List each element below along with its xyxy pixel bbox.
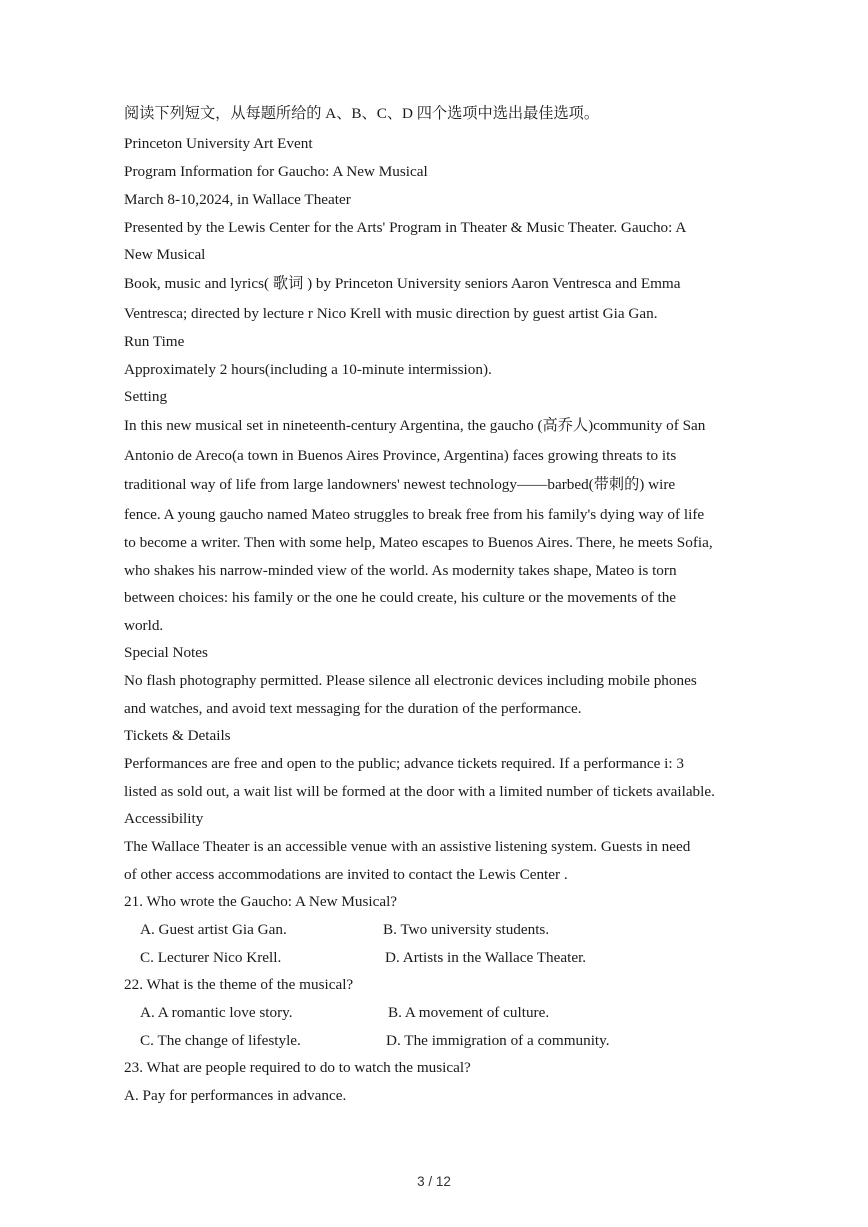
- instruction: 阅读下列短文，从每题所给的 A、B、C、D 四个选项中选出最佳选项。: [124, 105, 600, 122]
- question-21-option-c: C. Lecturer Nico Krell.: [140, 949, 282, 966]
- question-23-option-a: A. Pay for performances in advance.: [124, 1087, 347, 1104]
- event-heading: Princeton University Art Event: [124, 135, 313, 152]
- setting-line: Antonio de Areco(a town in Buenos Aires Province, Argentina) faces growing threats to its: [124, 447, 677, 464]
- program-title: Program Information for Gaucho: A New Musical: [124, 163, 428, 180]
- setting-line: between choices: his family or the one he could create, his culture or the movements of the: [124, 589, 677, 606]
- setting-line: who shakes his narrow-minded view of the world. As modernity takes shape, Mateo is torn: [124, 562, 677, 579]
- setting-line: world.: [124, 617, 164, 634]
- question-22-option-a: A. A romantic love story.: [140, 1004, 293, 1021]
- setting-line: to become a writer. Then with some help, Mateo escapes to Buenos Aires. There, he meets Sofia,: [124, 534, 713, 551]
- presented-line-2: New Musical: [124, 246, 206, 263]
- question-22-stem: 22. What is the theme of the musical?: [124, 976, 354, 993]
- question-22-option-c: C. The change of lifestyle.: [140, 1032, 301, 1049]
- question-21-option-d: D. Artists in the Wallace Theater.: [385, 949, 587, 966]
- setting-line: traditional way of life from large landowners' newest technology——barbed(带刺的) wire: [124, 476, 676, 493]
- setting-line: In this new musical set in nineteenth-century Argentina, the gaucho (高乔人)community of San: [124, 417, 706, 434]
- question-21-stem: 21. Who wrote the Gaucho: A New Musical?: [124, 893, 398, 910]
- special-notes-heading: Special Notes: [124, 644, 208, 661]
- question-21-option-a: A. Guest artist Gia Gan.: [140, 921, 287, 938]
- run-time-text: Approximately 2 hours(including a 10-minute intermission).: [124, 361, 492, 378]
- tickets-line: Performances are free and open to the public; advance tickets required. If a performance i: 3: [124, 755, 684, 772]
- question-21-option-b: B. Two university students.: [383, 921, 550, 938]
- setting-heading: Setting: [124, 388, 168, 405]
- accessibility-heading: Accessibility: [124, 810, 204, 827]
- book-line-2: Ventresca; directed by lecture r Nico Krell with music direction by guest artist Gia Gan.: [124, 305, 658, 322]
- question-23-stem: 23. What are people required to do to watch the musical?: [124, 1059, 471, 1076]
- tickets-heading: Tickets & Details: [124, 727, 231, 744]
- question-22-option-d: D. The immigration of a community.: [386, 1032, 610, 1049]
- question-22-option-b: B. A movement of culture.: [388, 1004, 550, 1021]
- special-notes-line: and watches, and avoid text messaging for the duration of the performance.: [124, 700, 582, 717]
- setting-line: fence. A young gaucho named Mateo struggles to break free from his family's dying way of life: [124, 506, 705, 523]
- accessibility-line: of other access accommodations are invited to contact the Lewis Center .: [124, 866, 568, 883]
- book-line-1: Book, music and lyrics( 歌词 ) by Princeton University seniors Aaron Ventresca and Emma: [124, 275, 681, 292]
- special-notes-line: No flash photography permitted. Please silence all electronic devices including mobile phones: [124, 672, 697, 689]
- event-dates: March 8-10,2024, in Wallace Theater: [124, 191, 351, 208]
- page-number: 3 / 12: [417, 1174, 451, 1189]
- presented-line-1: Presented by the Lewis Center for the Arts' Program in Theater & Music Theater. Gaucho: A: [124, 219, 687, 236]
- tickets-line: listed as sold out, a wait list will be formed at the door with a limited number of tickets available.: [124, 783, 715, 800]
- accessibility-line: The Wallace Theater is an accessible venue with an assistive listening system. Guests in need: [124, 838, 691, 855]
- run-time-heading: Run Time: [124, 333, 185, 350]
